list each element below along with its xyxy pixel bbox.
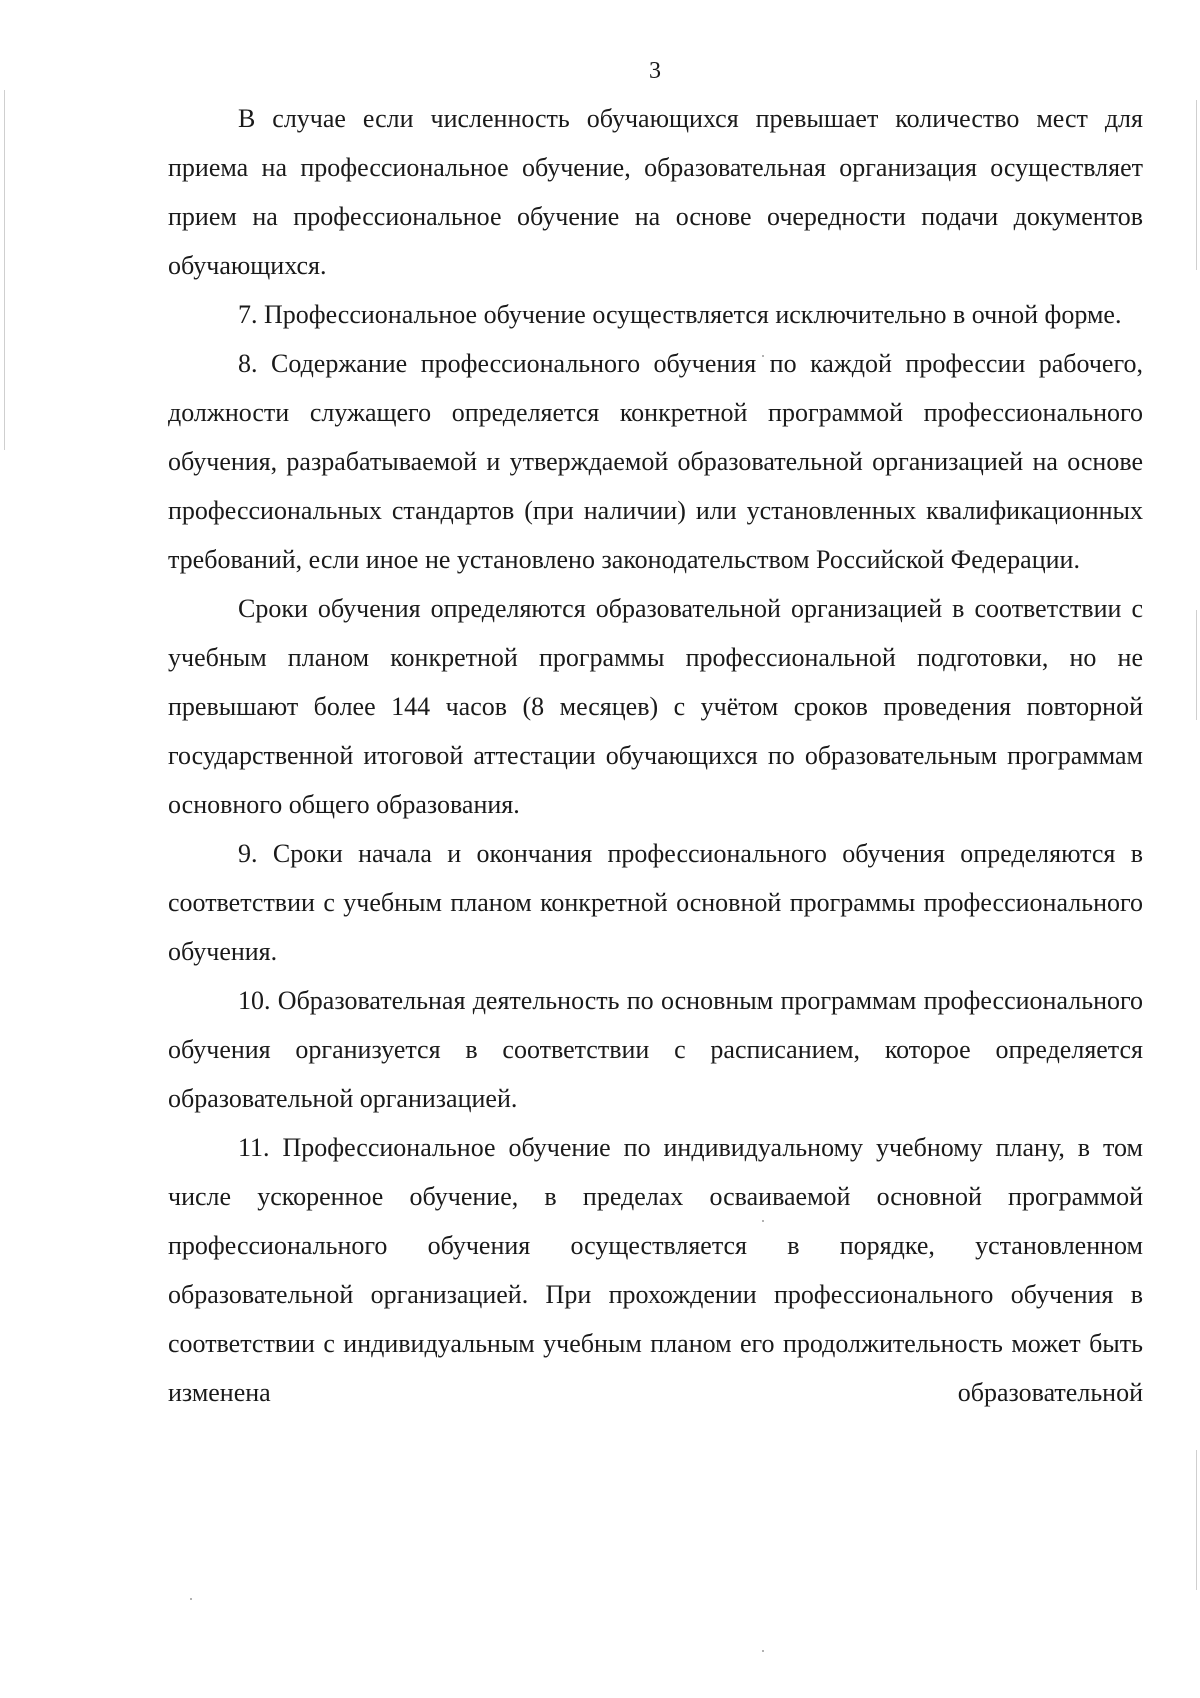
page-number: 3 [649,58,661,84]
paragraph: 9. Сроки начала и окончания профессионального обучения определяются в соответствии с учебным планом конкретной основной программы профессионального обучения. [168,839,1143,966]
scan-speck [190,1598,192,1600]
scan-speck [762,1650,764,1652]
scan-edge-right [1196,100,1197,270]
paragraph: 10. Образовательная деятельность по основным программам профессионального обучения организуется в соответствии с расписанием, которое определяется образовательной организацией. [168,986,1143,1113]
scan-edge-left [4,90,5,450]
paragraph: 7. Профессиональное обучение осуществляется исключительно в очной форме. [238,300,1122,329]
paragraph: 11. Профессиональное обучение по индивидуальному учебному плану, в том числе ускоренное обучение, в пределах осваиваемой основной программой профессионального обучения осуществляется в порядке, установленном образовательной организацией. При прохождении профессионального обучения в соответствии с индивидуальным учебным планом его продолжительность может быть изменена образовательной [168,1133,1143,1407]
scan-edge-right-bottom [1196,1450,1197,1590]
document-body [168,94,1143,1417]
paragraph: 8. Содержание профессионального обучения по каждой профессии рабочего, должности служащего определяется конкретной программой профессионального обучения, разрабатываемой и утверждаемой образовательной организацией на основе профессиональных стандартов (при наличии) или установленных квалификационных требований, если иное не установлено законодательством Российской Федерации. [168,349,1143,574]
scan-edge-right-lower [1196,610,1197,720]
paragraph: В случае если численность обучающихся превышает количество мест для приема на профессиональное обучение, образовательная организация осуществляет прием на профессиональное обучение на основе очередности подачи документов обучающихся. [168,104,1143,280]
paragraph: Сроки обучения определяются образовательной организацией в соответствии с учебным планом конкретной программы профессиональной подготовки, но не превышают более 144 часов (8 месяцев) с учётом сроков проведения повторной государственной итоговой аттестации обучающихся по образовательным программам основного общего образования. [168,594,1143,819]
